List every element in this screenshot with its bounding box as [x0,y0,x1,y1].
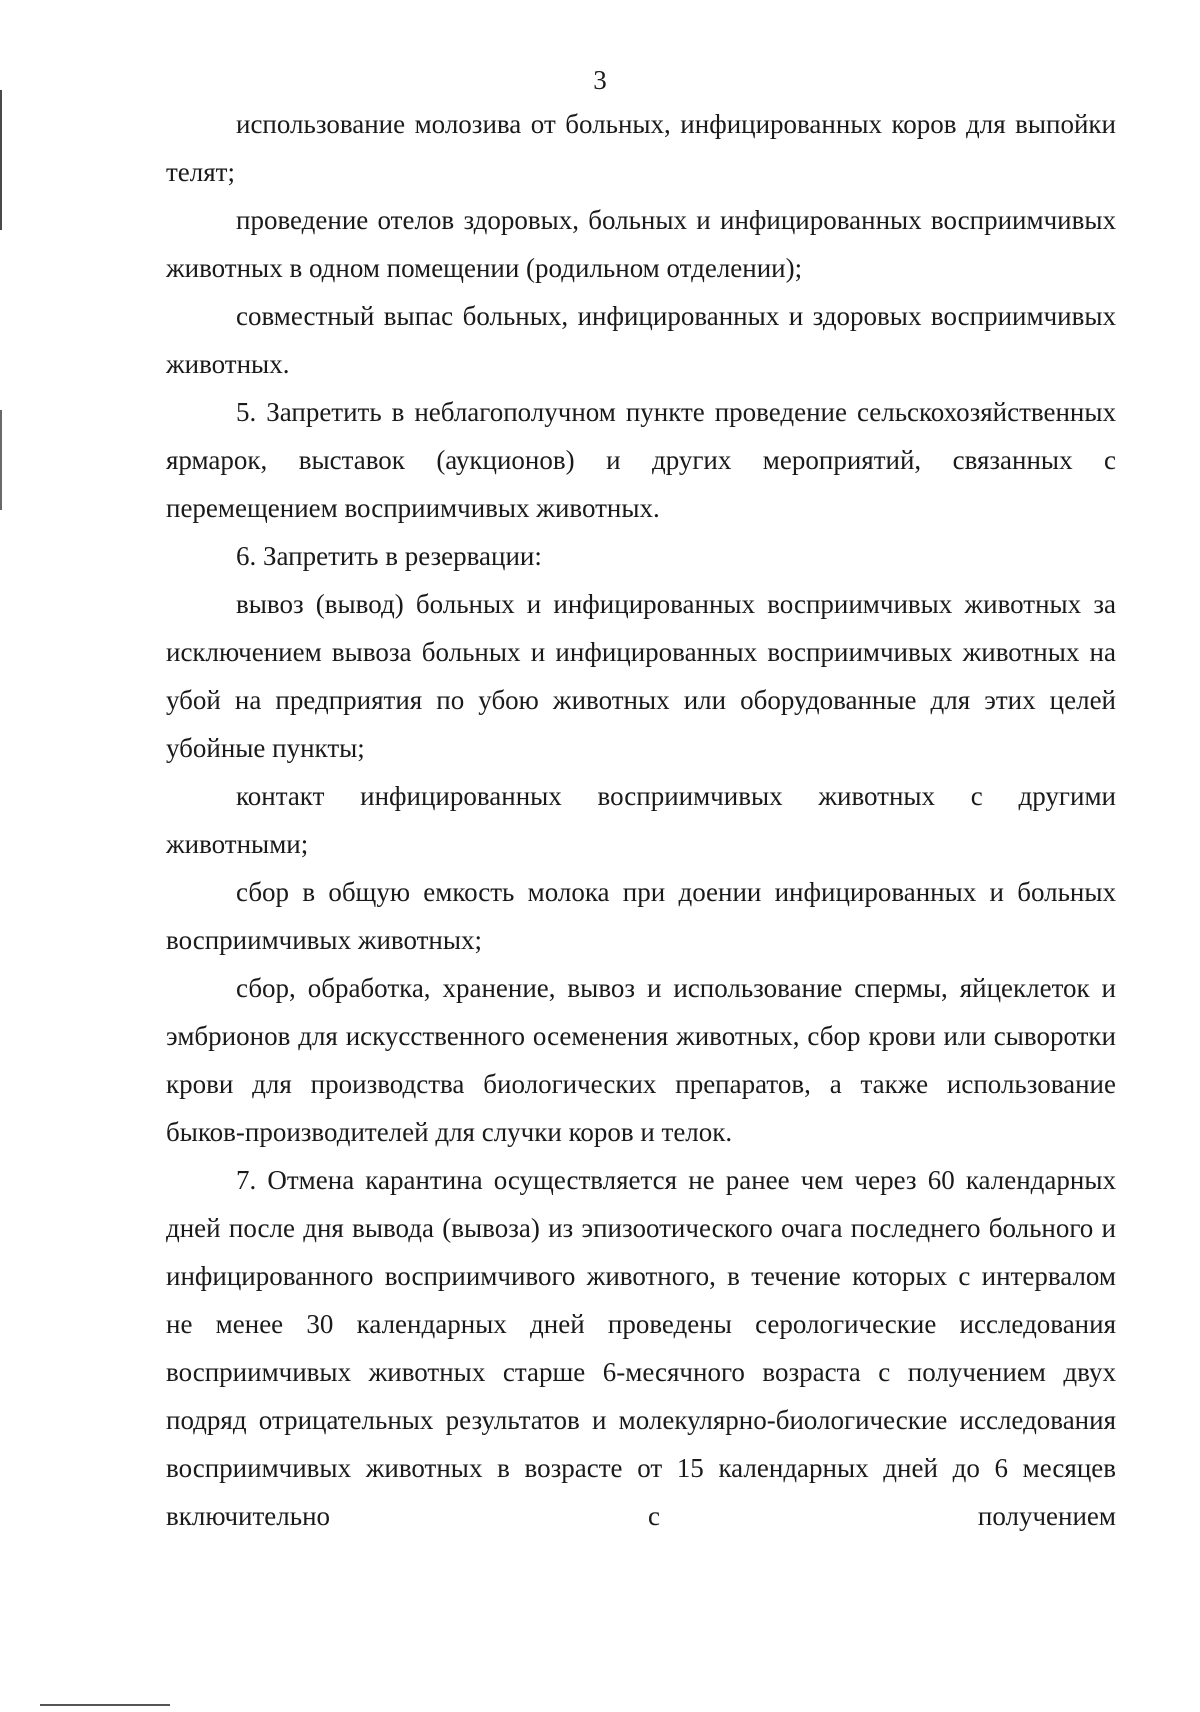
paragraph-removal: вывоз (вывод) больных и инфицированных восприимчивых животных за исключением вывоза больных и инфицированных восприимчивых животных на убой на предприятия по убою животных или оборудованные для этих целей убойные пункты; [166,589,1116,763]
paragraph-item-5: 5. Запретить в неблагополучном пункте проведение сельскохозяйственных ярмарок, выставок (аукционов) и других мероприятий, связанных с перемещением восприимчивых животных. [166,397,1116,523]
paragraph-sperm: сбор, обработка, хранение, вывоз и использование спермы, яйцеклеток и эмбрионов для искусственного осеменения животных, сбор крови или сыворотки крови для производства биологических препаратов, а также использование быков-производителей для случки коров и телок. [166,973,1116,1147]
paragraph-colostrum: использование молозива от больных, инфицированных коров для выпойки телят; [166,109,1116,187]
paragraph-calving: проведение отелов здоровых, больных и инфицированных восприимчивых животных в одном помещении (родильном отделении); [166,205,1116,283]
scan-edge-mark [0,410,2,510]
paragraph-item-7: 7. Отмена карантина осуществляется не ранее чем через 60 календарных дней после дня вывода (вывоза) из эпизоотического очага последнего больного и инфицированного восприимчивого животного, в течение которых с интервалом не менее 30 календарных дней проведены серологические исследования восприимчивых животных старше 6-месячного возраста с получением двух подряд отрицательных результатов и молекулярно-биологические исследования восприимчивых животных в возрасте от 15 календарных дней до 6 месяцев включительно с получением [166,1165,1116,1531]
scan-edge-mark [0,90,2,230]
paragraph-contact: контакт инфицированных восприимчивых животных с другими животными; [166,781,1116,859]
paragraph-grazing: совместный выпас больных, инфицированных и здоровых восприимчивых животных. [166,301,1116,379]
paragraph-milk: сбор в общую емкость молока при доении инфицированных и больных восприимчивых животных; [166,877,1116,955]
scan-bottom-mark [40,1704,170,1706]
paragraph-item-6: 6. Запретить в резервации: [236,541,542,571]
document-body [166,100,1116,1540]
page-number: 3 [593,65,607,95]
